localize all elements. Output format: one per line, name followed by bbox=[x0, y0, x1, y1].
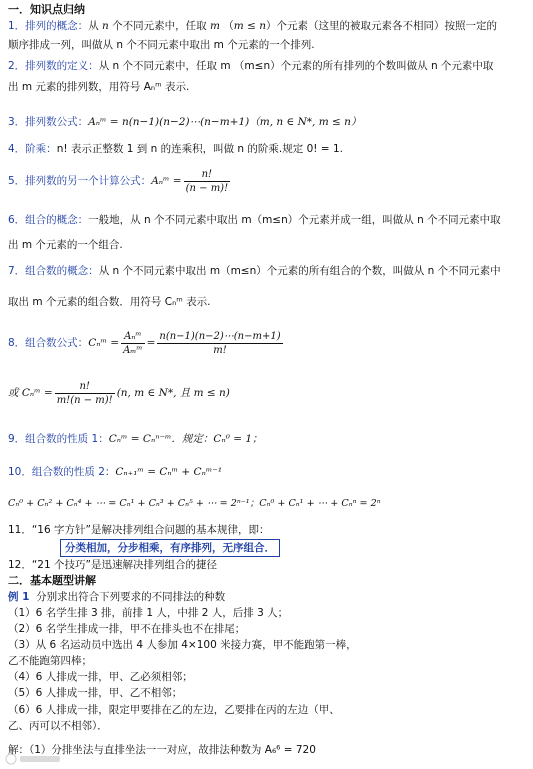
item-10: 10．组合数的性质 2：Cₙ₊₁ᵐ = Cₙᵐ + Cₙᵐ⁻¹ bbox=[8, 466, 223, 478]
item-1-line-2: 顺序排成一列，叫做从 n 个不同元素中取出 m 个元素的一个排列. bbox=[8, 39, 315, 51]
item-7: 7．组合数的概念：从 n 个不同元素中取出 m（m≤n）个元素的所有组合的个数，叫做从 n 个不同元素中 bbox=[8, 265, 501, 277]
question-3-line-2: 乙不能跑第四棒； bbox=[8, 655, 92, 667]
combination-fraction-2: $\frac{n(n-1)(n-2)\cdots(n-m+1)}{m!}$ bbox=[159, 330, 281, 356]
question-4: （4）6 人排成一排，甲、乙必须相邻； bbox=[8, 671, 193, 683]
item-11-box-line bbox=[60, 539, 527, 557]
question-6-line-2: 乙、丙可以不相邻）． bbox=[8, 720, 108, 732]
question-5: （5）6 人排成一排，甲、乙不相邻； bbox=[8, 687, 183, 699]
watermark-logo bbox=[4, 752, 64, 766]
section-heading-2: 二．基本题型讲解 bbox=[8, 574, 96, 587]
item-8-alt: 或 Cₙᵐ = $\frac{n!}{m!(n - m)!}$ (n, m ∈ N*, 且 m ≤ n) bbox=[8, 380, 230, 406]
combination-fraction-3: $\frac{n!}{m!(n - m)!}$ bbox=[56, 380, 113, 406]
item-8-label: 8．组合数公式： bbox=[8, 337, 89, 349]
item-2: 2．排列数的定义：从 n 个不同元素中，任取 m （m≤n）个元素的所有排列的个数叫做从 n 个元素中取 bbox=[8, 60, 494, 72]
item-1-label: 1．排列的概念： bbox=[8, 20, 89, 32]
item-6-label: 6．组合的概念： bbox=[8, 214, 89, 226]
item-9: 9．组合数的性质 1：Cₙᵐ = Cₙⁿ⁻ᵐ．规定：Cₙ⁰ = 1； bbox=[8, 433, 263, 445]
item-5-label: 5．排列数的另一个计算公式： bbox=[8, 175, 152, 187]
example-label: 例 1 bbox=[8, 591, 30, 603]
item-6-line-2: 出 m 个元素的一个组合. bbox=[8, 239, 123, 251]
answer-1: 解：（1）分排坐法与直排坐法一一对应，故排法种数为 A₆⁶ = 720 bbox=[8, 744, 316, 756]
permutation-formula: Aₙᵐ = n(n−1)(n−2)⋯(n−m+1)（m, n ∈ N*, m ≤ n） bbox=[88, 116, 362, 128]
example-1-intro: 例 1 分别求出符合下列要求的不同排法的种数 bbox=[8, 591, 226, 603]
section-heading-1: 一．知识点归纳 bbox=[8, 3, 85, 16]
item-7-line-2: 取出 m 个元素的组合数．用符号 Cₙᵐ 表示. bbox=[8, 296, 211, 308]
binomial-sum-formula: Cₙ⁰ + Cₙ² + Cₙ⁴ + ⋯ = Cₙ¹ + Cₙ³ + Cₙ⁵ + ⋯ = 2ⁿ⁻¹；Cₙ⁰ + Cₙ¹ + ⋯ + Cₙⁿ = 2ⁿ bbox=[8, 498, 381, 509]
item-3 bbox=[8, 115, 527, 129]
item-11: 11．“16 字方针”是解决排列组合问题的基本规律，即： bbox=[8, 524, 270, 536]
question-3: （3）从 6 名运动员中选出 4 人参加 4×100 米接力赛，甲不能跑第一棒， bbox=[8, 639, 357, 651]
item-12: 12．“21 个技巧”是迅速解决排列组合的捷径 bbox=[8, 559, 217, 571]
item-10-label: 10．组合数的性质 2： bbox=[8, 466, 116, 478]
question-2: （2）6 名学生排成一排，甲不在排头也不在排尾； bbox=[8, 623, 246, 635]
permutation-fraction: $\frac{n!}{(n - m)!}$ bbox=[185, 168, 229, 194]
item-7-label: 7．组合数的概念： bbox=[8, 265, 99, 277]
item-5: 5．排列数的另一个计算公式：Aₙᵐ = $\frac{n!}{(n - m)!}$ bbox=[8, 168, 229, 194]
item-4-label: 4．阶乘： bbox=[8, 143, 57, 155]
item-9-label: 9．组合数的性质 1： bbox=[8, 433, 109, 445]
item-1: 1．排列的概念：从 n 个不同元素中，任取 m （m ≤ n）个元素（这里的被取元素各不相同）按照一定的 bbox=[8, 20, 497, 32]
item-8: 8．组合数公式：Cₙᵐ = $\frac{\text{Aₙᵐ}}{\text{Aₘᵐ}}$ = $\frac{n(n-1)(n-2)\cdots(n-m+1)}{m!}$ bbox=[8, 330, 281, 356]
item-3-label: 3．排列数公式： bbox=[8, 116, 89, 128]
sixteen-character-principle: 分类相加，分步相乘，有序排列，无序组合． bbox=[60, 539, 280, 557]
item-2-label: 2．排列数的定义： bbox=[8, 60, 99, 72]
item-4: 4．阶乘：n! 表示正整数 1 到 n 的连乘积，叫做 n 的阶乘.规定 0! = 1. bbox=[8, 143, 343, 155]
item-6: 6．组合的概念：一般地，从 n 个不同元素中取出 m（m≤n）个元素并成一组，叫做从 n 个不同元素中取 bbox=[8, 214, 501, 226]
question-1: （1）6 名学生排 3 排，前排 1 人，中排 2 人，后排 3 人； bbox=[8, 607, 289, 619]
item-2-line-2: 出 m 元素的排列数，用符号 Aₙᵐ 表示. bbox=[8, 81, 190, 93]
question-6: （6）6 人排成一排，限定甲要排在乙的左边，乙要排在丙的左边（甲、 bbox=[8, 704, 340, 716]
combination-fraction-1: $\frac{\text{Aₙᵐ}}{\text{Aₘᵐ}}$ bbox=[123, 330, 143, 356]
